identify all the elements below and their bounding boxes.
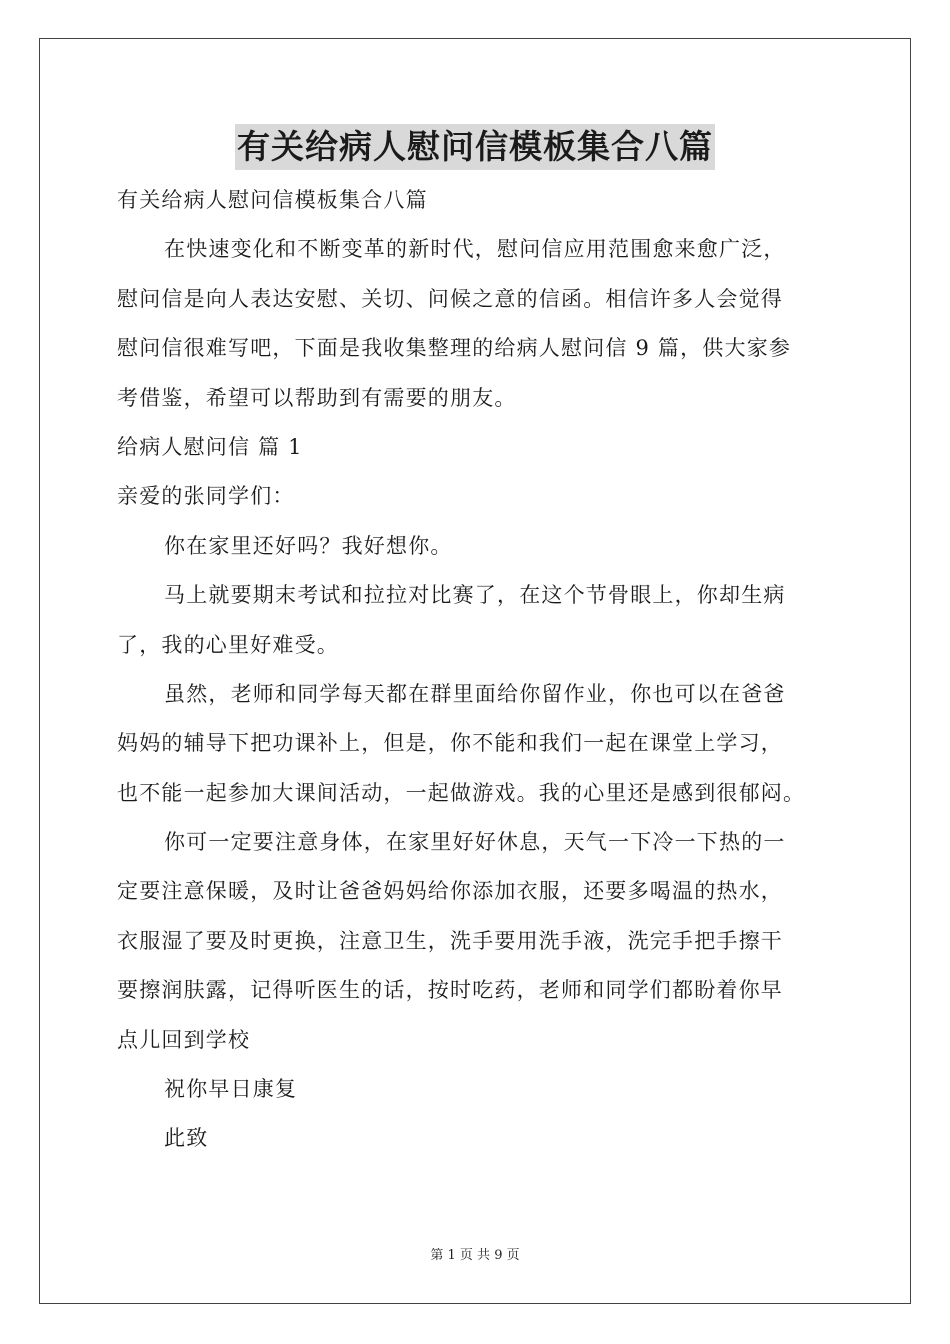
text-line: 此致 — [164, 1126, 209, 1151]
document-body — [117, 176, 842, 1164]
text-line: 慰问信很难写吧，下面是我收集整理的给病人慰问信 9 篇，供大家参 — [117, 336, 792, 361]
text-line: 亲爱的张同学们： — [117, 484, 295, 509]
text-line: 马上就要期末考试和拉拉对比赛了，在这个节骨眼上，你却生病 — [164, 583, 786, 608]
text-line: 考借鉴，希望可以帮助到有需要的朋友。 — [117, 385, 517, 410]
text-line: 虽然，老师和同学每天都在群里面给你留作业，你也可以在爸爸 — [164, 681, 786, 706]
text-line: 衣服湿了要及时更换，注意卫生，洗手要用洗手液，洗完手把手擦干 — [117, 928, 783, 953]
text-line: 有关给病人慰问信模板集合八篇 — [117, 188, 428, 212]
title-wrap — [0, 124, 950, 170]
text-line: 你可一定要注意身体，在家里好好休息，天气一下冷一下热的一 — [164, 830, 786, 855]
text-line: 祝你早日康复 — [164, 1077, 298, 1102]
text-line: 要擦润肤露，记得听医生的话，按时吃药，老师和同学们都盼着你早 — [117, 978, 783, 1003]
text-line: 给病人慰问信 篇 1 — [117, 434, 303, 459]
page-footer: 第 1 页 共 9 页 — [430, 1248, 520, 1263]
document-title: 有关给病人慰问信模板集合八篇 — [235, 124, 715, 170]
text-line: 了，我的心里好难受。 — [117, 632, 339, 657]
text-line: 妈妈的辅导下把功课补上，但是，你不能和我们一起在课堂上学习， — [117, 731, 783, 756]
text-line: 定要注意保暖，及时让爸爸妈妈给你添加衣服，还要多喝温的热水， — [117, 879, 783, 904]
text-line: 点儿回到学校 — [117, 1027, 251, 1052]
text-line: 你在家里还好吗？我好想你。 — [164, 533, 453, 558]
text-line: 慰问信是向人表达安慰、关切、问候之意的信函。相信许多人会觉得 — [117, 286, 783, 311]
text-line: 在快速变化和不断变革的新时代，慰问信应用范围愈来愈广泛， — [164, 237, 786, 262]
text-line: 也不能一起参加大课间活动，一起做游戏。我的心里还是感到很郁闷。 — [117, 780, 806, 805]
